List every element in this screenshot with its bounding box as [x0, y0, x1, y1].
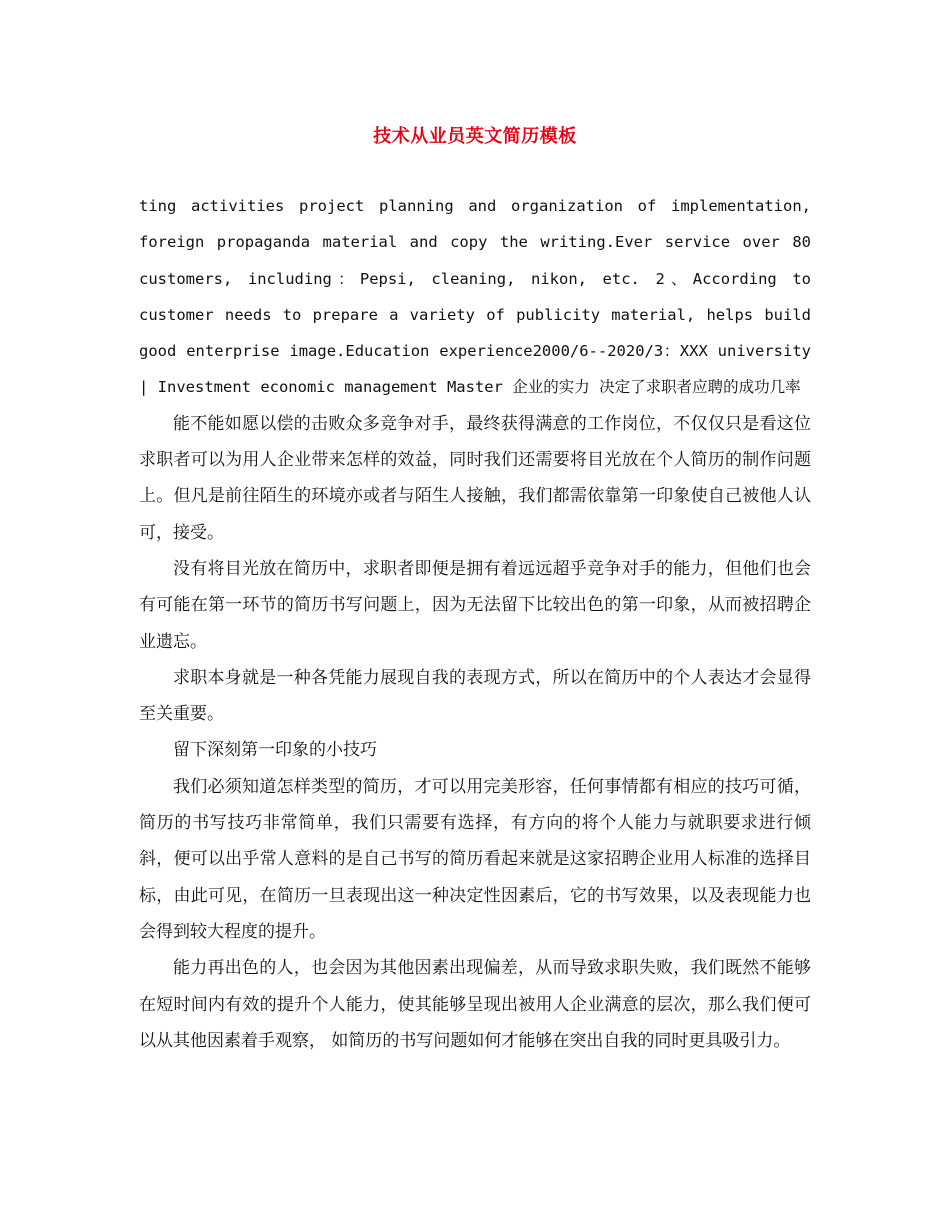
body-paragraph-4: 我们必须知道怎样类型的简历，才可以用完美形容，任何事情都有相应的技巧可循，简历的书写技巧非常简单，我们只需要有选择，有方向的将个人能力与就职要求进行倾斜，便可以出乎常人意料的是自己书写的简历看起来就是这家招聘企业用人标准的选择目标，由此可见，在简历一旦表现出这一种决定性因素后，它的书写效果，以及表现能力也会得到较大程度的提升。 — [139, 776, 811, 942]
intro-paragraph: ting activities project planning and organization of implementation, foreign propaganda material and copy the writing.Ever service over 80 customers, including：Pepsi, cleaning, nikon, etc. 2、According to customer needs to prepare a variety of publicity material, helps build good enterprise image.Education experience2000/6--2020/3：XXX university | Investment economic management Master 企业的实力 决定了求职者应聘的成功几率 — [139, 197, 811, 397]
body-paragraph-3: 求职本身就是一种各凭能力展现自我的表现方式，所以在简历中的个人表达才会显得至关重要。 — [139, 667, 811, 725]
document-body — [139, 188, 811, 1059]
document-title: 技术从业员英文简历模板 — [373, 126, 577, 147]
body-paragraph-2: 没有将目光放在简历中，求职者即便是拥有着远远超乎竞争对手的能力，但他们也会有可能在第一环节的简历书写问题上，因为无法留下比较出色的第一印象，从而被招聘企业遗忘。 — [139, 558, 811, 652]
body-paragraph-1: 能不能如愿以偿的击败众多竞争对手，最终获得满意的工作岗位，不仅仅只是看这位求职者可以为用人企业带来怎样的效益，同时我们还需要将目光放在个人简历的制作问题上。但凡是前往陌生的环境亦或者与陌生人接触，我们都需依靠第一印象使自己被他人认可，接受。 — [139, 413, 811, 543]
section-heading: 留下深刻第一印象的小技巧 — [173, 740, 377, 761]
body-paragraph-5: 能力再出色的人，也会因为其他因素出现偏差，从而导致求职失败，我们既然不能够在短时间内有效的提升个人能力，使其能够呈现出被用人企业满意的层次，那么我们便可以从其他因素着手观察， 如简历的书写问题如何才能够在突出自我的同时更具吸引力。 — [139, 958, 811, 1051]
